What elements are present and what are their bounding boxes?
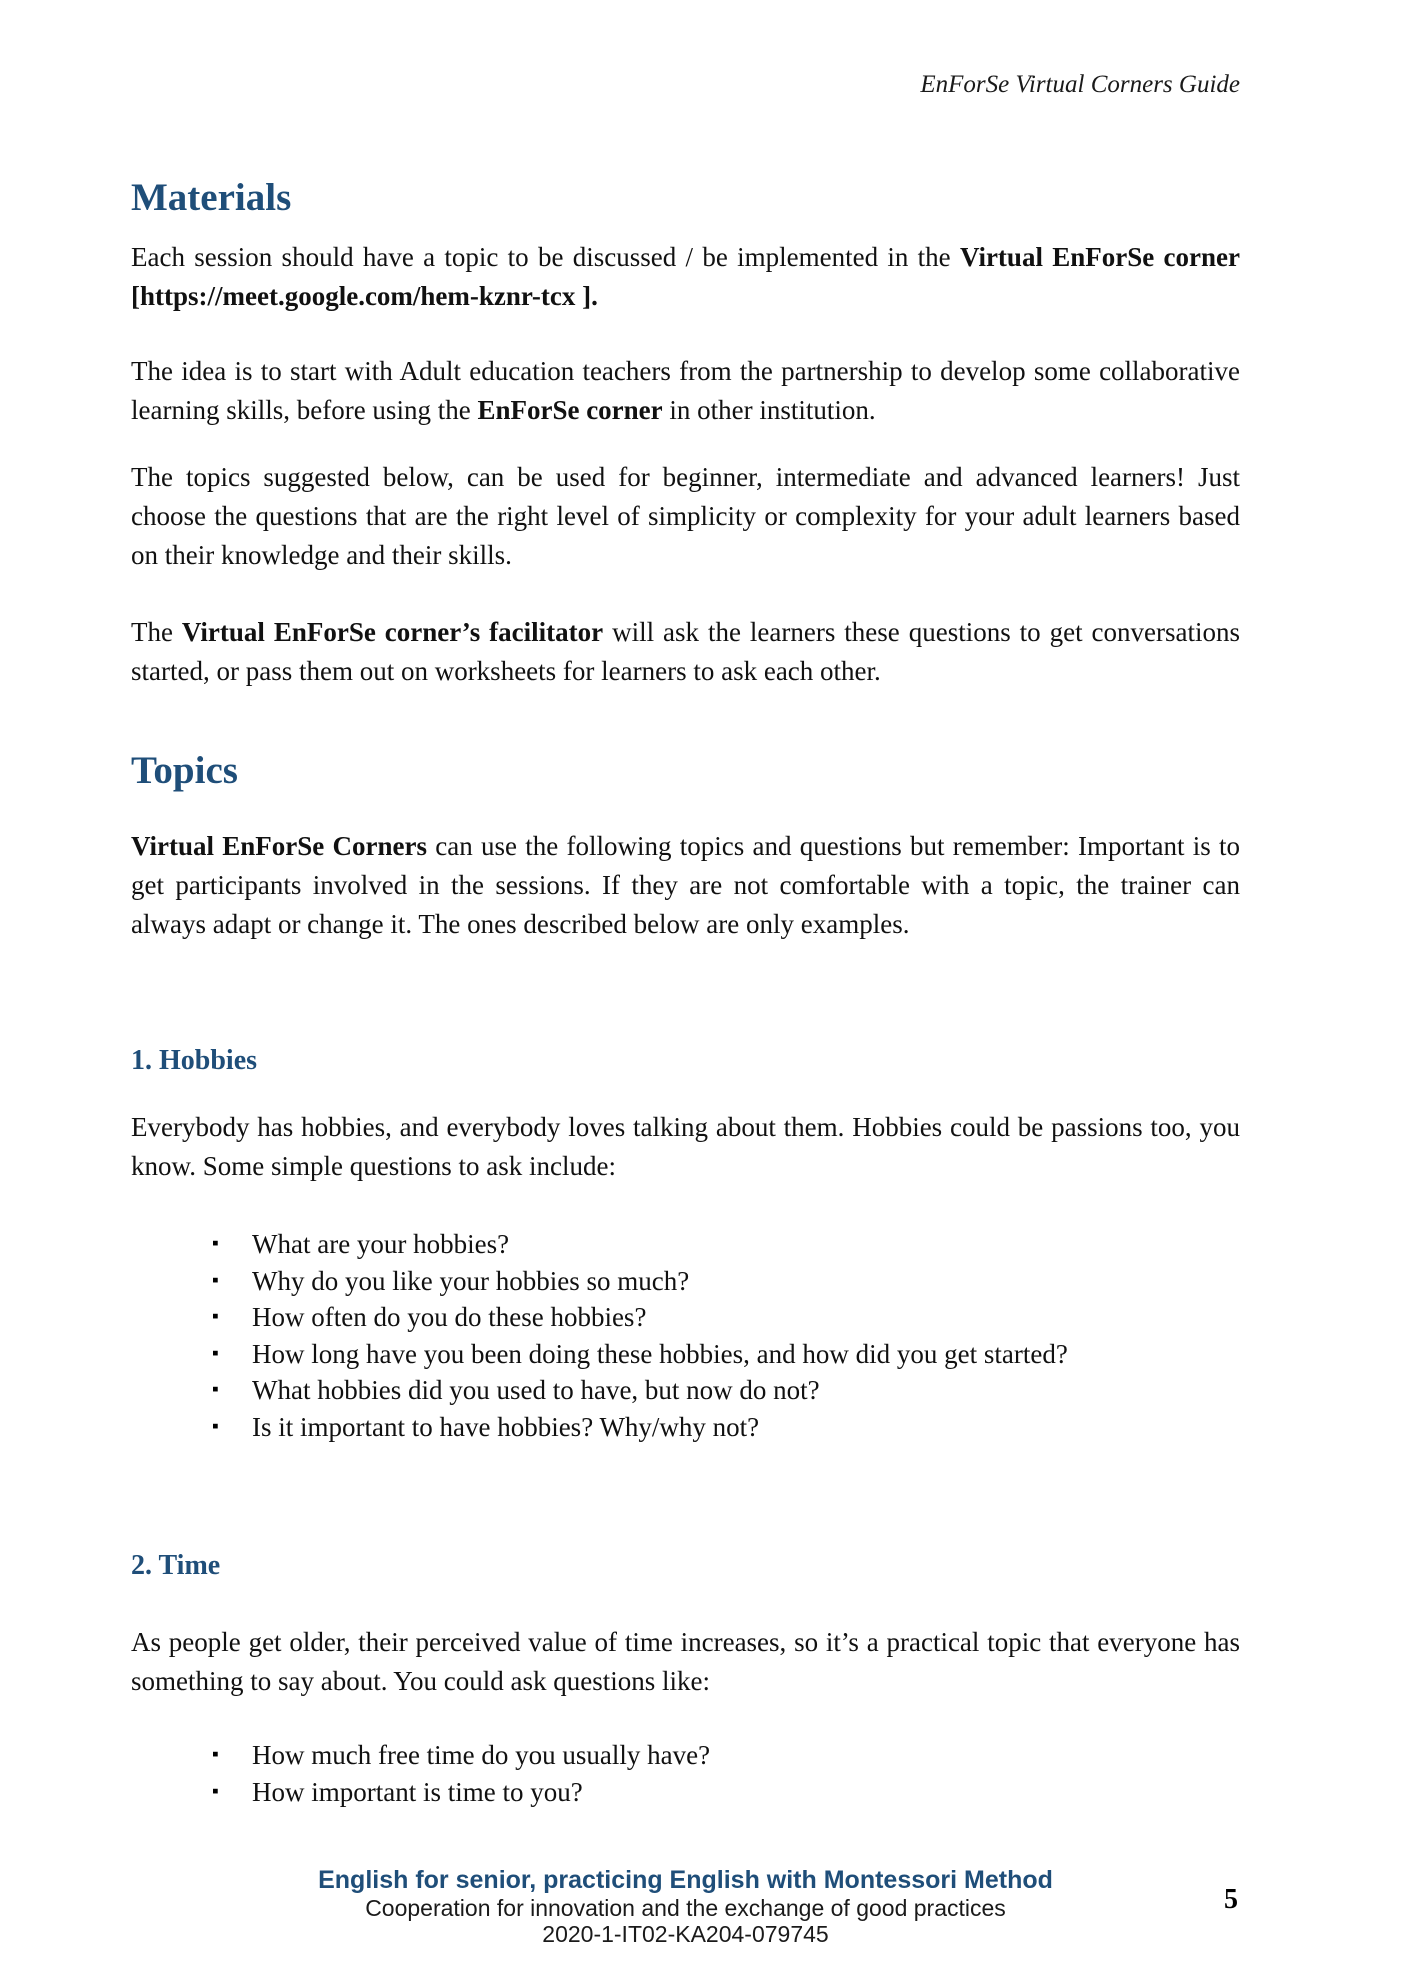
- question-item: [212, 1299, 1240, 1336]
- paragraph-bold-text: Virtual EnForSe Corners: [131, 831, 427, 861]
- paragraph-text: will ask the learners these questions to get conversations started, or pass them out on worksheets for learners to ask each other.: [131, 617, 1240, 686]
- footer-program-name: Cooperation for innovation and the exchange of good practices: [365, 1895, 1006, 1921]
- heading-materials: Materials: [131, 176, 292, 219]
- question-text: What are your hobbies?: [252, 1229, 510, 1259]
- running-header-text: EnForSe Virtual Corners Guide: [920, 71, 1240, 98]
- question-item: [212, 1336, 1240, 1373]
- paragraph-text: The: [131, 617, 182, 647]
- heading-time: 2. Time: [131, 1550, 221, 1581]
- question-text: How much free time do you usually have?: [252, 1740, 711, 1770]
- paragraph-bold-text: Virtual EnForSe corner’s facilitator: [181, 617, 604, 647]
- paragraph-topics-intro: [131, 827, 1240, 944]
- question-text: How long have you been doing these hobbies, and how did you get started?: [252, 1338, 1068, 1369]
- paragraph-materials-3: The topics suggested below, can be used for beginner, intermediate and advanced learners! Just choose the questions that are the right level of simplicity or complexity for your adult learners based on their knowledge and their skills.: [131, 462, 1240, 570]
- question-text: Why do you like your hobbies so much?: [252, 1265, 690, 1296]
- question-item: [212, 1737, 1240, 1774]
- paragraph-text: The idea is to start with Adult education teachers from the partnership to develop some collaborative learning skills, before using the: [131, 356, 1240, 425]
- question-text: How important is time to you?: [252, 1776, 583, 1807]
- heading-topics: Topics: [131, 749, 238, 792]
- paragraph-hobbies-intro: Everybody has hobbies, and everybody loves talking about them. Hobbies could be passions too, you know. Some simple questions to ask include:: [131, 1112, 1240, 1181]
- hobbies-question-list: [131, 1226, 1240, 1445]
- question-text: How often do you do these hobbies?: [252, 1302, 647, 1332]
- question-text: What hobbies did you used to have, but now do not?: [252, 1375, 820, 1405]
- heading-hobbies: 1. Hobbies: [131, 1045, 258, 1076]
- paragraph-materials-2: [131, 352, 1240, 430]
- footer-project-code: 2020-1-IT02-KA204-079745: [542, 1921, 829, 1947]
- paragraph-text: Each session should have a topic to be discussed / be implemented in the: [131, 242, 960, 272]
- question-item: [212, 1263, 1240, 1300]
- question-item: [212, 1409, 1240, 1446]
- running-header: [131, 70, 1240, 100]
- paragraph-bold-text: EnForSe corner: [477, 395, 663, 425]
- paragraph-materials-1: [131, 238, 1240, 316]
- paragraph-time-intro: As people get older, their perceived value of time increases, so it’s a practical topic that everyone has something to say about. You could ask questions like:: [131, 1627, 1240, 1696]
- paragraph-bold-text: Virtual EnForSe corner [https://meet.google.com/hem-kznr-tcx ].: [131, 242, 1240, 311]
- page-footer: [131, 1866, 1240, 1947]
- footer-project-title: English for senior, practicing English with Montessori Method: [318, 1866, 1053, 1894]
- paragraph-materials-4: [131, 613, 1240, 691]
- page-number: 5: [1224, 1884, 1238, 1915]
- time-question-list: [131, 1737, 1240, 1810]
- paragraph-text: in other institution.: [662, 395, 876, 425]
- question-item: [212, 1774, 1240, 1811]
- question-text: Is it important to have hobbies? Why/why not?: [252, 1411, 760, 1442]
- paragraph-text: can use the following topics and questions but remember: Important is to get participants involved in the sessions. If they are not comfortable with a topic, the trainer can always adapt or change it. The ones described below are only examples.: [131, 831, 1240, 939]
- question-item: [212, 1226, 1240, 1263]
- question-item: [212, 1372, 1240, 1409]
